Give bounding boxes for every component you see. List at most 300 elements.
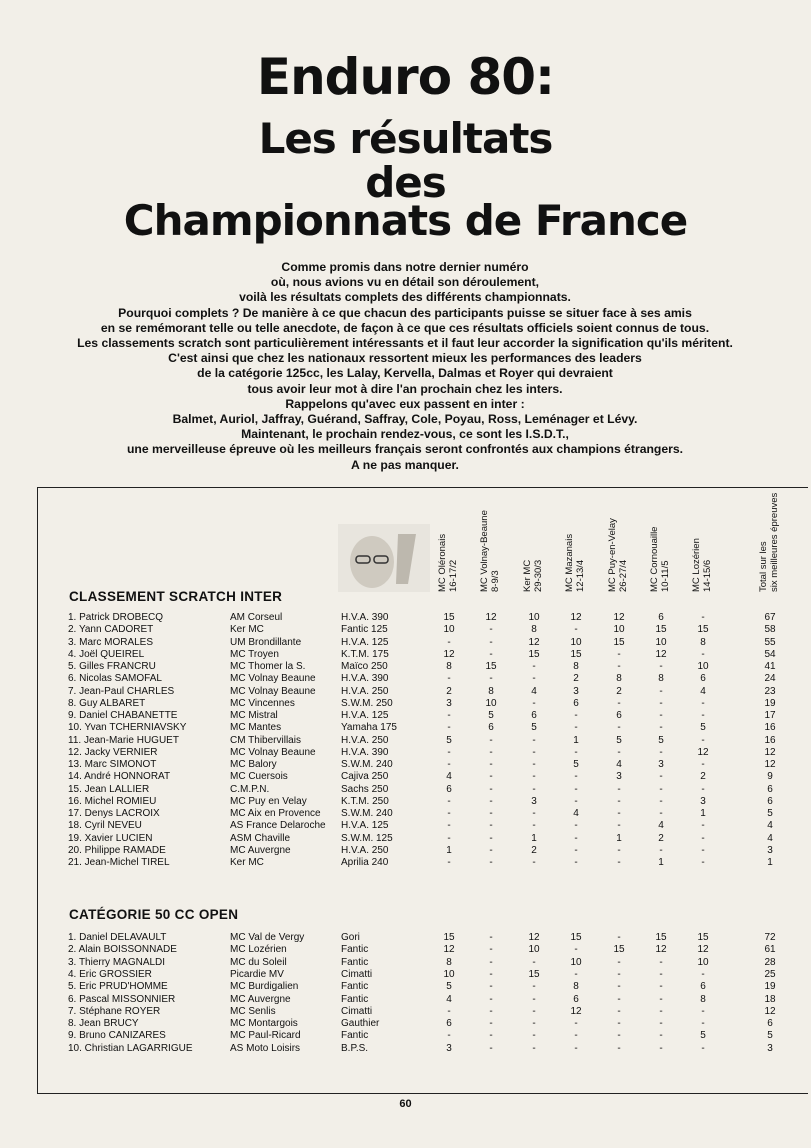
club-name: MC Auvergne [230, 844, 291, 856]
column-header-line-2: 16-17/2 [448, 559, 459, 592]
round-points: 5 [573, 759, 579, 770]
round-points: - [659, 1005, 663, 1017]
table-row [0, 637, 811, 649]
intro-line: Rappelons qu'avec eux passent en inter : [285, 396, 525, 411]
round-points: 4 [658, 820, 664, 832]
table-row [0, 796, 811, 808]
round-points: 12 [443, 648, 455, 660]
round-points: - [701, 832, 705, 844]
round-points: 15 [697, 932, 709, 943]
round-points: - [574, 832, 578, 844]
round-points: - [489, 944, 493, 956]
club-name: MC Balory [230, 759, 277, 770]
round-points: - [574, 968, 578, 980]
round-points: - [447, 820, 451, 832]
round-points: 5 [446, 734, 452, 746]
total-points: 58 [764, 624, 776, 636]
motorcycle: B.P.S. [341, 1042, 369, 1054]
rider-name: 9. Daniel CHABANETTE [68, 710, 178, 721]
round-points: - [532, 746, 536, 758]
rider-name: 1. Daniel DELAVAULT [68, 932, 167, 943]
table-row [0, 759, 811, 771]
headline-line-3: des [365, 158, 446, 207]
round-points: - [701, 759, 705, 770]
motorcycle: Aprilia 240 [341, 857, 389, 868]
round-points: 8 [531, 624, 537, 636]
column-header [758, 488, 782, 592]
rider-name: 19. Xavier LUCIEN [68, 832, 153, 844]
intro-line: Comme promis dans notre dernier numéro [281, 260, 529, 274]
round-points: 2 [658, 832, 664, 844]
club-name: MC Auvergne [230, 993, 291, 1005]
round-points: - [489, 844, 493, 856]
total-points: 3 [767, 1042, 773, 1054]
rider-name: 8. Guy ALBARET [68, 697, 146, 709]
round-points: - [701, 844, 705, 856]
round-points: - [574, 624, 578, 636]
round-points: - [489, 857, 493, 868]
round-points: - [447, 636, 451, 648]
total-points: 5 [767, 808, 773, 819]
club-name: MC Mantes [230, 722, 282, 734]
round-points: - [489, 956, 493, 968]
round-points: 2 [446, 685, 452, 697]
column-header-line-2: 14-15/6 [702, 559, 713, 592]
round-points: - [617, 722, 621, 734]
round-points: - [617, 808, 621, 819]
total-points: 18 [764, 993, 776, 1005]
round-points: 1 [573, 734, 579, 746]
motorcycle: Yamaha 175 [341, 722, 397, 734]
round-points: 12 [570, 1005, 582, 1017]
round-points: - [489, 783, 493, 795]
round-points: - [617, 932, 621, 943]
motorcycle: Fantic [341, 956, 369, 968]
column-header-line-2: 12-13/4 [575, 559, 586, 592]
round-points: - [489, 981, 493, 993]
round-points: - [489, 795, 493, 807]
round-points: 5 [700, 722, 706, 734]
round-points: 8 [446, 956, 452, 968]
round-points: - [617, 857, 621, 868]
round-points: - [532, 956, 536, 968]
round-points: - [701, 968, 705, 980]
round-points: 12 [570, 612, 582, 623]
round-points: 12 [528, 636, 540, 648]
rider-name: 5. Eric PRUD'HOMME [68, 981, 168, 993]
total-points: 55 [764, 636, 776, 648]
motorcycle: S.W.M. 240 [341, 759, 393, 770]
club-name: MC Volnay Beaune [230, 673, 316, 685]
round-points: 4 [573, 808, 579, 819]
round-points: 10 [485, 697, 497, 709]
column-header-line-1: MC Volnay-Beaune [479, 510, 490, 592]
round-points: 1 [616, 832, 622, 844]
motorcycle: H.V.A. 250 [341, 685, 389, 697]
motorcycle: H.V.A. 125 [341, 710, 389, 721]
table-row [0, 833, 811, 845]
round-points: - [574, 795, 578, 807]
table-row [0, 649, 811, 661]
table-row [0, 994, 811, 1006]
round-points: - [701, 697, 705, 709]
round-points: 8 [658, 673, 664, 685]
intro-line: Maintenant, le prochain rendez-vous, ce sont les I.S.D.T., [241, 427, 569, 442]
round-points: 6 [446, 783, 452, 795]
round-points: 6 [700, 673, 706, 685]
round-points: 6 [573, 697, 579, 709]
round-points: 6 [573, 993, 579, 1005]
intro-line: Pourquoi complets ? De manière à ce que chacun des participants puisse se situer face à ses amis [118, 305, 692, 320]
round-points: 8 [573, 661, 579, 672]
total-points: 16 [764, 734, 776, 746]
round-points: 3 [531, 795, 537, 807]
round-points: - [489, 624, 493, 636]
round-points: 8 [700, 993, 706, 1005]
round-points: - [447, 673, 451, 685]
total-points: 28 [764, 956, 776, 968]
round-points: 3 [700, 795, 706, 807]
intro-line: tous avoir leur mot à dire l'an prochain chez les inters. [247, 381, 563, 396]
round-points: 15 [655, 624, 667, 636]
round-points: 12 [613, 612, 625, 623]
table-row [0, 1030, 811, 1042]
total-points: 54 [764, 648, 776, 660]
intro-line: voilà les résultats complets des différents championnats. [239, 290, 571, 305]
round-points: 10 [570, 956, 582, 968]
intro-line: A ne pas manquer. [351, 457, 459, 472]
round-points: - [532, 1030, 536, 1042]
club-name: MC Mistral [230, 710, 278, 721]
motorcycle: H.V.A. 390 [341, 673, 389, 685]
round-points: - [617, 746, 621, 758]
motorcycle: Gauthier [341, 1018, 380, 1030]
rider-name: 4. Eric GROSSIER [68, 968, 152, 980]
round-points: - [532, 857, 536, 868]
table-row [0, 1006, 811, 1018]
round-points: - [617, 661, 621, 672]
round-points: 15 [613, 636, 625, 648]
round-points: - [489, 673, 493, 685]
round-points: - [659, 981, 663, 993]
round-points: - [659, 1018, 663, 1030]
motorcycle: S.W.M. 125 [341, 832, 393, 844]
round-points: 2 [531, 844, 537, 856]
round-points: - [659, 661, 663, 672]
round-points: 2 [700, 771, 706, 783]
round-points: - [659, 685, 663, 697]
column-header-line-2: 29-30/3 [533, 559, 544, 592]
round-points: - [617, 795, 621, 807]
round-points: - [447, 857, 451, 868]
round-points: - [489, 1042, 493, 1054]
column-header-line-2: 26-27/4 [618, 559, 629, 592]
round-points: - [532, 808, 536, 819]
round-points: 6 [531, 710, 537, 721]
club-name: AM Corseul [230, 612, 283, 623]
table-row [0, 722, 811, 734]
rider-name: 7. Jean-Paul CHARLES [68, 685, 175, 697]
round-points: - [617, 993, 621, 1005]
round-points: - [617, 648, 621, 660]
club-name: Ker MC [230, 857, 264, 868]
round-points: 12 [655, 944, 667, 956]
club-name: MC Lozérien [230, 944, 287, 956]
total-points: 24 [764, 673, 776, 685]
round-points: - [574, 1042, 578, 1054]
round-points: 5 [616, 734, 622, 746]
total-points: 19 [764, 697, 776, 709]
motorcycle: K.T.M. 250 [341, 795, 389, 807]
round-points: 12 [697, 944, 709, 956]
round-points: - [659, 844, 663, 856]
round-points: 10 [655, 636, 667, 648]
rider-name: 7. Stéphane ROYER [68, 1005, 161, 1017]
total-points: 6 [767, 1018, 773, 1030]
column-header-line-1: Total sur les [758, 541, 769, 592]
round-points: 8 [488, 685, 494, 697]
round-points: - [574, 944, 578, 956]
total-points: 3 [767, 844, 773, 856]
round-points: 8 [700, 636, 706, 648]
page-number: 60 [399, 1098, 412, 1110]
round-points: - [574, 844, 578, 856]
motorcycle: S.W.M. 250 [341, 697, 393, 709]
column-header-line-1: Ker MC [522, 559, 533, 592]
column-header-line-2: six meilleures épreuves [769, 492, 780, 592]
table-row [0, 698, 811, 710]
round-points: - [532, 734, 536, 746]
round-points: - [489, 820, 493, 832]
rider-name: 12. Jacky VERNIER [68, 746, 158, 758]
round-points: 15 [528, 648, 540, 660]
round-points: 12 [528, 932, 540, 943]
motorcycle: H.V.A. 125 [341, 636, 389, 648]
total-points: 72 [764, 932, 776, 943]
rider-name: 2. Alain BOISSONNADE [68, 944, 177, 956]
round-points: 8 [446, 661, 452, 672]
round-points: 3 [446, 697, 452, 709]
round-points: 8 [616, 673, 622, 685]
round-points: - [574, 710, 578, 721]
total-points: 23 [764, 685, 776, 697]
round-points: - [532, 783, 536, 795]
motorcycle: Fantic 125 [341, 624, 388, 636]
motorcycle: Fantic [341, 993, 369, 1005]
round-points: - [617, 1042, 621, 1054]
intro-line: une merveilleuse épreuve où les meilleurs français seront confrontés aux champions étrangers. [126, 442, 684, 457]
table-row [0, 1018, 811, 1030]
round-points: 4 [616, 759, 622, 770]
table-row [0, 981, 811, 993]
round-points: 3 [616, 771, 622, 783]
motorcycle: S.W.M. 240 [341, 808, 393, 819]
motorcycle: Fantic [341, 1030, 369, 1042]
club-name: Ker MC [230, 624, 264, 636]
total-points: 67 [764, 612, 776, 623]
round-points: - [574, 783, 578, 795]
rider-name: 18. Cyril NEVEU [68, 820, 142, 832]
motorcycle: Fantic [341, 981, 369, 993]
table-row [0, 845, 811, 857]
round-points: - [701, 734, 705, 746]
round-points: - [701, 820, 705, 832]
club-name: MC Volnay Beaune [230, 685, 316, 697]
motorcycle: H.V.A. 390 [341, 612, 389, 623]
total-points: 12 [764, 759, 776, 770]
club-name: UM Brondillante [230, 636, 302, 648]
total-points: 12 [764, 746, 776, 758]
round-points: 10 [528, 612, 540, 623]
table-row [0, 944, 811, 956]
round-points: - [489, 771, 493, 783]
round-points: 3 [658, 759, 664, 770]
column-header-line-1: MC Lozérien [691, 538, 702, 592]
round-points: 2 [616, 685, 622, 697]
total-points: 9 [767, 771, 773, 783]
round-points: - [701, 710, 705, 721]
column-header-line-1: MC Mazanais [564, 533, 575, 592]
rider-name: 1. Patrick DROBECQ [68, 612, 164, 623]
total-points: 12 [764, 1005, 776, 1017]
round-points: - [701, 857, 705, 868]
total-points: 17 [764, 710, 776, 721]
club-name: MC Volnay Beaune [230, 746, 316, 758]
rider-name: 6. Nicolas SAMOFAL [68, 673, 162, 685]
round-points: 5 [658, 734, 664, 746]
round-points: - [659, 795, 663, 807]
total-points: 61 [764, 944, 776, 956]
round-points: - [659, 746, 663, 758]
column-header-line-1: MC Cornouaille [649, 526, 660, 592]
intro-line: de la catégorie 125cc, les Lalay, Kervella, Dalmas et Royer qui devraient [197, 366, 613, 381]
motorcycle: Cajiva 250 [341, 771, 389, 783]
column-header [522, 488, 546, 592]
motorcycle: Fantic [341, 944, 369, 956]
round-points: - [659, 993, 663, 1005]
headline-line-1: Enduro 80: [256, 48, 555, 106]
round-points: - [489, 932, 493, 943]
round-points: - [659, 1030, 663, 1042]
round-points: 10 [570, 636, 582, 648]
round-points: - [701, 1018, 705, 1030]
round-points: - [489, 648, 493, 660]
rider-name: 3. Marc MORALES [68, 636, 154, 648]
round-points: 4 [446, 771, 452, 783]
round-points: - [617, 783, 621, 795]
round-points: - [532, 661, 536, 672]
round-points: 15 [443, 612, 455, 623]
round-points: 15 [613, 944, 625, 956]
headline-line-2: Les résultats [258, 114, 553, 163]
round-points: - [617, 844, 621, 856]
club-name: MC du Soleil [230, 956, 287, 968]
total-points: 1 [767, 857, 773, 868]
round-points: - [617, 956, 621, 968]
table-row [0, 661, 811, 673]
round-points: 5 [488, 710, 494, 721]
column-header [691, 488, 715, 592]
round-points: - [659, 697, 663, 709]
club-name: MC Val de Vergy [230, 932, 305, 943]
round-points: - [617, 697, 621, 709]
round-points: - [532, 673, 536, 685]
table-row [0, 808, 811, 820]
round-points: - [574, 857, 578, 868]
round-points: - [532, 993, 536, 1005]
total-points: 6 [767, 795, 773, 807]
round-points: 6 [446, 1018, 452, 1030]
round-points: 10 [443, 624, 455, 636]
round-points: 15 [485, 661, 497, 672]
rider-name: 8. Jean BRUCY [68, 1018, 139, 1030]
round-points: - [489, 636, 493, 648]
motorcycle: H.V.A. 250 [341, 734, 389, 746]
table-row [0, 820, 811, 832]
round-points: 10 [613, 624, 625, 636]
round-points: - [489, 746, 493, 758]
round-points: 4 [531, 685, 537, 697]
round-points: - [701, 1005, 705, 1017]
round-points: - [532, 759, 536, 770]
club-name: Picardie MV [230, 968, 284, 980]
round-points: - [574, 1018, 578, 1030]
total-points: 4 [767, 820, 773, 832]
round-points: 12 [697, 746, 709, 758]
round-points: - [532, 981, 536, 993]
motorcycle: Sachs 250 [341, 783, 389, 795]
round-points: 5 [446, 981, 452, 993]
round-points: - [447, 759, 451, 770]
rider-name: 9. Bruno CANIZARES [68, 1030, 166, 1042]
total-points: 41 [764, 661, 776, 672]
rider-name: 16. Michel ROMIEU [68, 795, 157, 807]
intro-line: Les classements scratch sont particulièrement intéressants et il faut leur accorder la signification qu'ils méritent. [77, 336, 733, 351]
round-points: - [489, 734, 493, 746]
round-points: - [617, 981, 621, 993]
total-points: 16 [764, 722, 776, 734]
round-points: 5 [700, 1030, 706, 1042]
round-points: - [659, 771, 663, 783]
table-row [0, 857, 811, 869]
motorcycle: H.V.A. 390 [341, 746, 389, 758]
section-title: CATÉGORIE 50 CC OPEN [69, 907, 239, 922]
rider-name: 11. Jean-Marie HUGUET [68, 734, 179, 746]
rider-name: 10. Yvan TCHERNIAVSKY [68, 722, 187, 734]
table-row [0, 624, 811, 636]
round-points: - [489, 968, 493, 980]
column-header [437, 488, 461, 592]
round-points: 4 [446, 993, 452, 1005]
round-points: - [659, 808, 663, 819]
total-points: 19 [764, 981, 776, 993]
table-row [0, 957, 811, 969]
column-header [564, 488, 588, 592]
rider-name: 20. Philippe RAMADE [68, 844, 166, 856]
motorcycle: Cimatti [341, 1005, 373, 1017]
club-name: MC Vincennes [230, 697, 295, 709]
rider-photo [338, 524, 430, 592]
round-points: - [574, 1030, 578, 1042]
section-title: CLASSEMENT SCRATCH INTER [69, 589, 283, 604]
total-points: 4 [767, 832, 773, 844]
rider-name: 10. Christian LAGARRIGUE [68, 1042, 193, 1054]
rider-name: 5. Gilles FRANCRU [68, 661, 156, 672]
rider-name: 15. Jean LALLIER [68, 783, 150, 795]
round-points: - [447, 832, 451, 844]
round-points: 5 [531, 722, 537, 734]
round-points: 10 [528, 944, 540, 956]
